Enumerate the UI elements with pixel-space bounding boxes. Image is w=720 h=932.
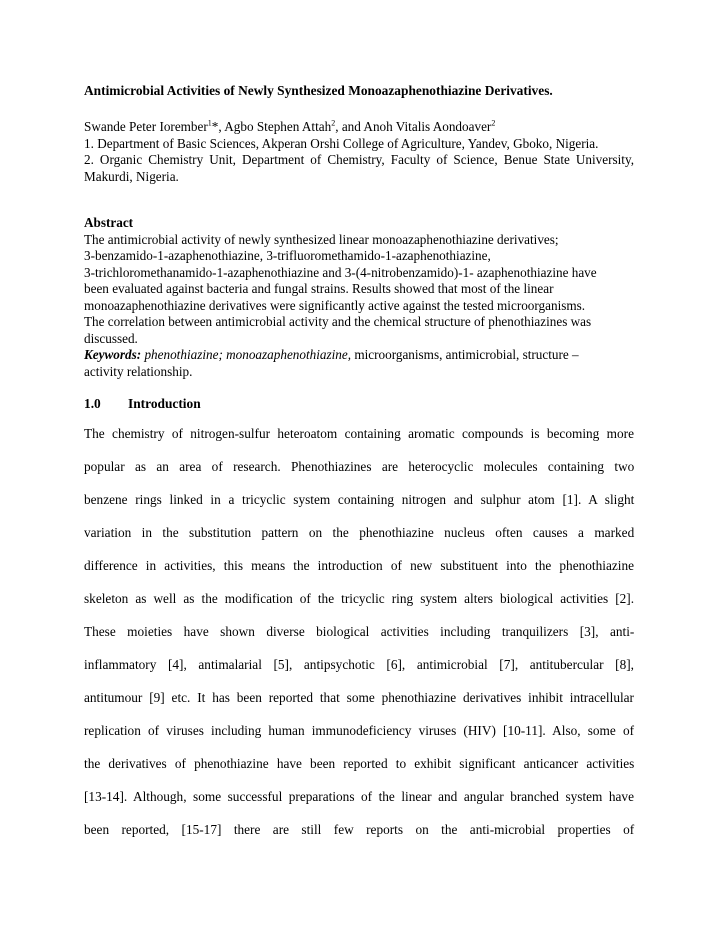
abstract-line: been evaluated against bacteria and fungal strains. Results showed that most of the linear [84, 281, 554, 296]
affiliation-2: 2. Organic Chemistry Unit, Department of Chemistry, Faculty of Science, Benue State University, Makurdi, Nigeria. [84, 152, 634, 184]
keywords-line-2: activity relationship. [84, 363, 193, 379]
abstract-line: discussed. [84, 330, 138, 346]
author-name: Agbo Stephen Attah [224, 119, 332, 134]
body-line: the derivatives of phenothiazine have been reported to exhibit significant anticancer activities [84, 756, 635, 771]
section-heading [84, 396, 201, 412]
section-number: 1.0 [84, 396, 101, 411]
affiliation-marker: 1 [207, 118, 212, 128]
affiliation-marker: 2 [491, 118, 496, 128]
corresponding-mark: *, [211, 119, 225, 134]
abstract-line: 3-trichloromethanamido-1-azaphenothiazine and 3-(4-nitrobenzamido)-1- azaphenothiazine have [84, 264, 597, 280]
abstract-heading: Abstract [84, 215, 134, 230]
author-separator: , and [335, 119, 364, 134]
body-line: These moieties have shown diverse biological activities including tranquilizers [3], anti- [84, 624, 635, 639]
body-line: popular as an area of research. Phenothiazines are heterocyclic molecules containing two [84, 459, 635, 474]
keywords-text: microorganisms, antimicrobial, structure – [351, 347, 579, 362]
abstract-line: The antimicrobial activity of newly synthesized linear monoazaphenothiazine derivatives; [84, 231, 559, 247]
affiliation-1: 1. Department of Basic Sciences, Akperan Orshi College of Agriculture, Yandev, Gboko, Nigeria. [84, 135, 599, 151]
body-line: skeleton as well as the modification of the tricyclic ring system alters biological activities [2]. [84, 591, 635, 606]
body-line: [13-14]. Although, some successful preparations of the linear and angular branched system have [84, 789, 634, 804]
abstract-line: monoazaphenothiazine derivatives were significantly active against the tested microorganisms. [84, 297, 586, 313]
abstract-line: The correlation between antimicrobial activity and the chemical structure of phenothiazines was [84, 314, 592, 329]
affiliation-marker: 2 [331, 118, 336, 128]
body-line: variation in the substitution pattern on the phenothiazine nucleus often causes a marked [84, 525, 635, 540]
section-title: Introduction [128, 396, 201, 411]
keywords-line [84, 347, 634, 364]
body-line: antitumour [9] etc. It has been reported that some phenothiazine derivatives inhibit intracellular [84, 690, 634, 705]
body-line: been reported, [15-17] there are still few reports on the anti-microbial properties of [84, 822, 635, 837]
author-name: Anoh Vitalis Aondoaver [363, 119, 492, 134]
author-block [84, 119, 634, 185]
author-line [84, 119, 634, 136]
author-name: Swande Peter Iorember [84, 119, 208, 134]
paper-title: Antimicrobial Activities of Newly Synthesized Monoazaphenothiazine Derivatives. [84, 83, 553, 98]
abstract-block [84, 215, 634, 380]
body-line: The chemistry of nitrogen-sulfur heteroatom containing aromatic compounds is becoming more [84, 426, 634, 441]
abstract-line: 3-benzamido-1-azaphenothiazine, 3-trifluoromethamido-1-azaphenothiazine, [84, 248, 491, 263]
keywords-label: Keywords: [84, 347, 142, 362]
keywords-italic: phenothiazine; monoazaphenothiazine, [141, 347, 352, 362]
introduction-body [84, 426, 634, 855]
body-line: inflammatory [4], antimalarial [5], antipsychotic [6], antimicrobial [7], antitubercular [8], [84, 657, 634, 672]
body-line: difference in activities, this means the introduction of new substituent into the phenothiazine [84, 558, 634, 573]
body-line: replication of viruses including human immunodeficiency viruses (HIV) [10-11]. Also, some of [84, 723, 635, 738]
body-line: benzene rings linked in a tricyclic system containing nitrogen and sulphur atom [1]. A slight [84, 492, 635, 507]
